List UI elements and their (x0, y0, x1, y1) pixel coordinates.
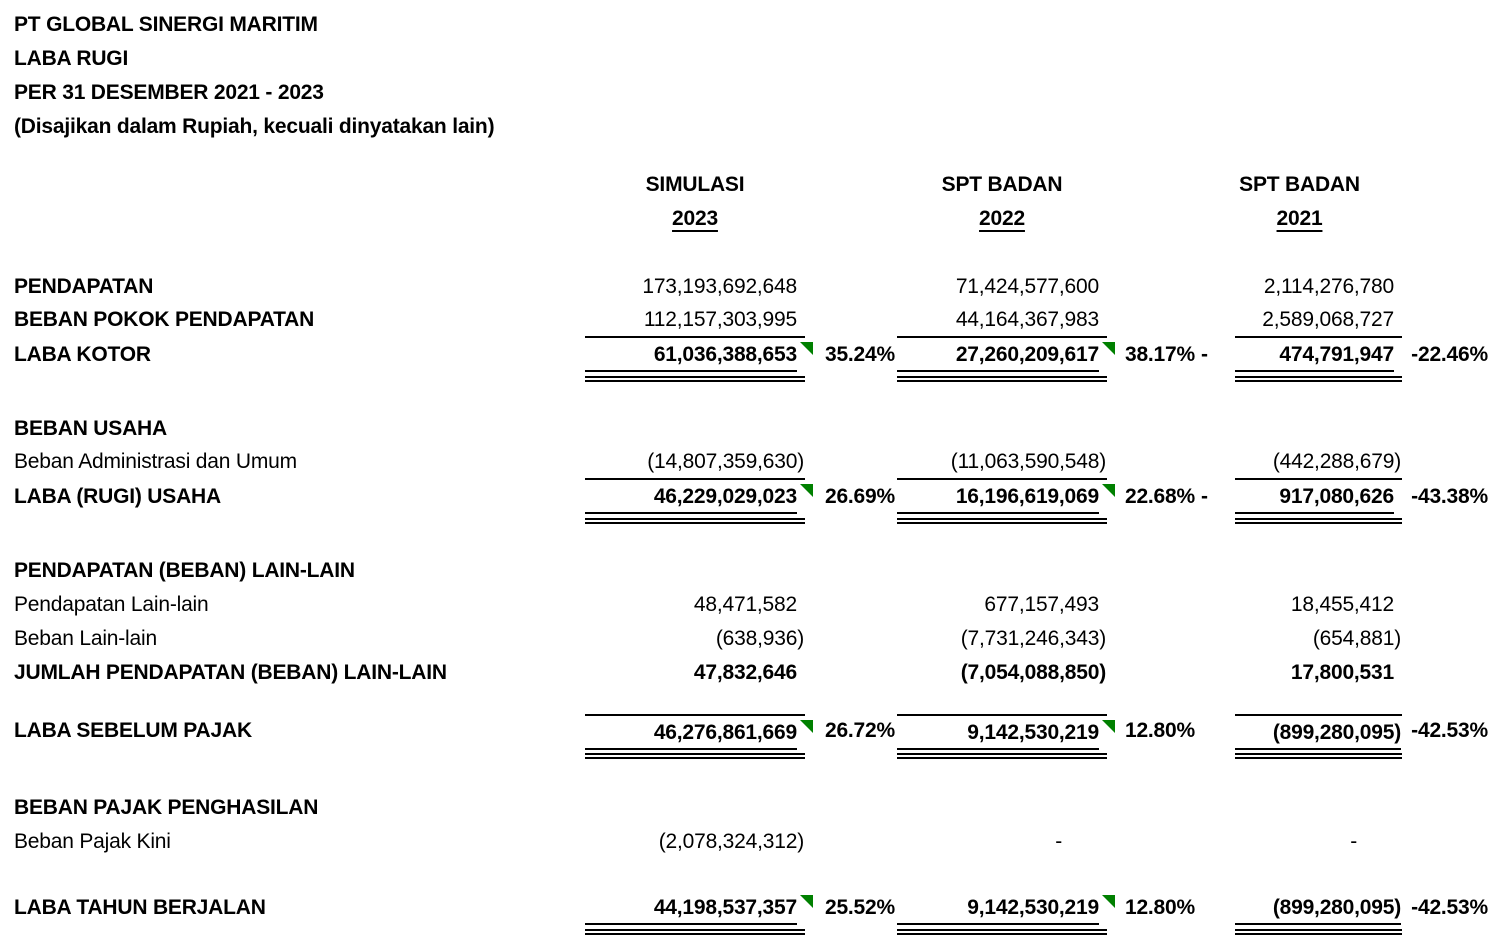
document-header (14, 8, 1509, 144)
column-header-spt-badan-2021: SPT BADAN (1239, 173, 1360, 196)
value-2022-text: 9,142,530,219 (897, 894, 1099, 925)
pct-2022 (1107, 480, 1197, 524)
year-header-2021: 2021 (1276, 207, 1323, 230)
report-period: PER 31 DESEMBER 2021 - 2023 (14, 81, 324, 104)
minus-sign-2021 (1197, 480, 1235, 524)
minus-sign-2021 (1197, 270, 1235, 304)
minus-sign-2021 (1197, 554, 1235, 588)
row-label-text: JUMLAH PENDAPATAN (BEBAN) LAIN-LAIN (14, 661, 447, 684)
minus-sign-2021 (1197, 412, 1235, 446)
value-2021-text: 2,114,276,780 (1263, 275, 1394, 298)
report-table (14, 270, 1509, 935)
minus-sign-2021-text: - (1201, 485, 1208, 508)
section-spacer (14, 524, 1509, 554)
pct-2021 (1402, 270, 1502, 304)
value-2021 (1235, 446, 1402, 480)
company-name: PT GLOBAL SINERGI MARITIM (14, 13, 318, 36)
minus-sign-2021 (1197, 891, 1235, 935)
currency-note: (Disajikan dalam Rupiah, kecuali dinyatakan lain) (14, 115, 495, 138)
pct-2023 (805, 304, 897, 338)
minus-sign-2021-text: - (1201, 343, 1208, 366)
pct-2022-text: 38.17% (1124, 343, 1195, 366)
pct-2023 (805, 714, 897, 759)
pct-2021-text: -42.53% (1411, 719, 1488, 742)
pct-2022 (1107, 446, 1197, 480)
value-2022 (897, 270, 1107, 304)
minus-sign-2021 (1197, 622, 1235, 656)
table-row (14, 825, 1509, 859)
value-2023 (585, 656, 805, 690)
row-label-text: PENDAPATAN (14, 275, 154, 298)
table-row (14, 714, 1509, 759)
year-header-2022: 2022 (979, 207, 1025, 230)
row-label (14, 338, 585, 382)
row-label-text: BEBAN POKOK PENDAPATAN (14, 308, 315, 331)
value-2023 (585, 891, 805, 935)
pct-2021 (1402, 304, 1502, 338)
value-2023-text: 61,036,388,653 (585, 341, 797, 372)
row-label-text: PENDAPATAN (BEBAN) LAIN-LAIN (14, 559, 355, 582)
value-2023-text: 44,198,537,357 (585, 894, 797, 925)
pct-2021 (1402, 791, 1502, 825)
minus-sign-2021 (1197, 588, 1235, 622)
pct-2023 (805, 270, 897, 304)
row-label (14, 412, 585, 446)
pct-2022 (1107, 412, 1197, 446)
value-2022-text: (7,731,246,343) (960, 627, 1106, 650)
minus-sign-2021 (1197, 825, 1235, 859)
pct-2023-text: 26.69% (824, 485, 895, 508)
pct-2021 (1402, 588, 1502, 622)
table-row (14, 270, 1509, 304)
value-2023 (585, 825, 805, 859)
pct-2021 (1402, 714, 1502, 759)
header-spacer (14, 144, 1509, 168)
value-2023 (585, 622, 805, 656)
value-2021 (1235, 480, 1402, 524)
row-label (14, 446, 585, 480)
table-row (14, 412, 1509, 446)
table-row (14, 338, 1509, 382)
section-spacer (14, 859, 1509, 891)
row-label (14, 622, 585, 656)
pct-2022-text: 12.80% (1124, 719, 1195, 742)
report-title: LABA RUGI (14, 47, 129, 70)
value-2022 (897, 714, 1107, 759)
pct-2022 (1107, 891, 1197, 935)
value-2022 (897, 656, 1107, 690)
pct-2023 (805, 338, 897, 382)
column-header-spt-badan-2022: SPT BADAN (941, 173, 1063, 196)
row-label (14, 480, 585, 524)
pct-2021 (1402, 480, 1502, 524)
value-2021-text: (442,288,679) (1272, 450, 1401, 473)
table-row (14, 480, 1509, 524)
value-2022-text: 9,142,530,219 (897, 719, 1099, 750)
value-2021-text: 18,455,412 (1290, 593, 1394, 616)
pct-2021 (1402, 656, 1502, 690)
pct-2022 (1107, 304, 1197, 338)
value-2022 (897, 338, 1107, 382)
pct-2022 (1107, 338, 1197, 382)
value-2023-text: 47,832,646 (693, 661, 797, 684)
pct-2023 (805, 791, 897, 825)
pct-2022 (1107, 825, 1197, 859)
pct-2021 (1402, 412, 1502, 446)
value-2022 (897, 791, 1107, 825)
pct-2023-text: 26.72% (824, 719, 895, 742)
pct-2021 (1402, 891, 1502, 935)
pct-2022 (1107, 656, 1197, 690)
value-2021 (1235, 825, 1402, 859)
value-2023 (585, 554, 805, 588)
row-label-text: Beban Lain-lain (14, 627, 157, 650)
value-2022-text: 677,157,493 (984, 593, 1099, 616)
row-label-text: BEBAN PAJAK PENGHASILAN (14, 796, 319, 819)
value-2023-text: 173,193,692,648 (642, 275, 797, 298)
section-spacer (14, 690, 1509, 714)
value-2021-text: 917,080,626 (1235, 483, 1394, 514)
pct-2022-text: 22.68% (1124, 485, 1195, 508)
pct-2021 (1402, 446, 1502, 480)
row-label (14, 304, 585, 338)
value-2023 (585, 304, 805, 338)
table-row (14, 588, 1509, 622)
value-2023 (585, 446, 805, 480)
column-years-row (14, 202, 1509, 236)
row-label-text: Beban Pajak Kini (14, 830, 171, 853)
value-2023 (585, 480, 805, 524)
value-2021 (1235, 270, 1402, 304)
value-2021 (1235, 304, 1402, 338)
row-label (14, 656, 585, 690)
value-2023-text: (2,078,324,312) (658, 830, 804, 853)
pct-2021-text: -22.46% (1411, 343, 1488, 366)
value-2022 (897, 554, 1107, 588)
value-2022-text: 71,424,577,600 (955, 275, 1099, 298)
value-2023 (585, 338, 805, 382)
row-label-text: LABA KOTOR (14, 343, 151, 366)
row-label (14, 791, 585, 825)
value-2021-text: 474,791,947 (1235, 341, 1394, 372)
pct-2023 (805, 622, 897, 656)
table-top-spacer (14, 236, 1509, 270)
value-2021 (1235, 791, 1402, 825)
value-2021 (1235, 891, 1402, 935)
table-row (14, 304, 1509, 338)
value-2022-text: - (1055, 830, 1062, 853)
pct-2022 (1107, 791, 1197, 825)
pct-2021 (1402, 554, 1502, 588)
value-2022-text: 27,260,209,617 (897, 341, 1099, 372)
pct-2022 (1107, 554, 1197, 588)
value-2021-text: (654,881) (1312, 627, 1401, 650)
value-2022-text: 16,196,619,069 (897, 483, 1099, 514)
pct-2021-text: -42.53% (1411, 896, 1488, 919)
value-2022 (897, 588, 1107, 622)
value-2021 (1235, 622, 1402, 656)
pct-2021 (1402, 338, 1502, 382)
value-2021-text: 2,589,068,727 (1262, 308, 1394, 331)
table-row (14, 891, 1509, 935)
column-header-simulasi-2023: SIMULASI (645, 173, 745, 196)
row-label-text: LABA (RUGI) USAHA (14, 485, 221, 508)
value-2023 (585, 791, 805, 825)
minus-sign-2021 (1197, 656, 1235, 690)
column-header-blank (14, 168, 585, 202)
pct-2022 (1107, 622, 1197, 656)
pct-2021 (1402, 825, 1502, 859)
pct-2021-text: -43.38% (1411, 485, 1488, 508)
value-2021 (1235, 714, 1402, 759)
pct-2022-text: 12.80% (1124, 896, 1195, 919)
pct-2022 (1107, 588, 1197, 622)
value-2023 (585, 588, 805, 622)
value-2021 (1235, 656, 1402, 690)
pct-2023 (805, 446, 897, 480)
row-label (14, 891, 585, 935)
pct-2023-text: 25.52% (824, 896, 895, 919)
value-2021 (1235, 412, 1402, 446)
value-2022-text: (7,054,088,850) (960, 661, 1106, 684)
minus-sign-2021 (1197, 304, 1235, 338)
table-row (14, 656, 1509, 690)
value-2023-text: 48,471,582 (693, 593, 797, 616)
row-label (14, 270, 585, 304)
row-label-text: Beban Administrasi dan Umum (14, 450, 297, 473)
row-label-text: LABA TAHUN BERJALAN (14, 896, 266, 919)
value-2022-text: (11,063,590,548) (950, 450, 1106, 473)
table-row (14, 791, 1509, 825)
value-2022 (897, 480, 1107, 524)
value-2021-text: 17,800,531 (1290, 661, 1394, 684)
value-2021-text: (899,280,095) (1235, 894, 1401, 925)
value-2023 (585, 412, 805, 446)
pct-2023 (805, 412, 897, 446)
value-2022 (897, 825, 1107, 859)
value-2023 (585, 714, 805, 759)
pct-2023 (805, 588, 897, 622)
value-2022 (897, 622, 1107, 656)
row-label-text: BEBAN USAHA (14, 417, 167, 440)
value-2022 (897, 304, 1107, 338)
row-label-text: Pendapatan Lain-lain (14, 593, 209, 616)
pct-2021 (1402, 622, 1502, 656)
minus-sign-2021 (1197, 714, 1235, 759)
minus-sign-2021 (1197, 338, 1235, 382)
value-2021-text: (899,280,095) (1235, 719, 1401, 750)
table-row (14, 446, 1509, 480)
section-spacer (14, 759, 1509, 791)
value-2023-text: 46,229,029,023 (585, 483, 797, 514)
minus-sign-2021 (1197, 791, 1235, 825)
pct-2022 (1107, 270, 1197, 304)
row-label (14, 588, 585, 622)
value-2021 (1235, 338, 1402, 382)
row-label (14, 554, 585, 588)
column-headers-row (14, 168, 1509, 202)
pct-2023-text: 35.24% (824, 343, 895, 366)
row-label-text: LABA SEBELUM PAJAK (14, 719, 252, 742)
year-header-2023: 2023 (672, 207, 718, 230)
pct-2023 (805, 825, 897, 859)
value-2022 (897, 412, 1107, 446)
row-label (14, 714, 585, 759)
pct-2023 (805, 656, 897, 690)
section-spacer (14, 382, 1509, 412)
pct-2023 (805, 554, 897, 588)
value-2023-text: (638,936) (715, 627, 804, 650)
value-2021 (1235, 588, 1402, 622)
value-2022 (897, 446, 1107, 480)
table-row (14, 622, 1509, 656)
pct-2023 (805, 891, 897, 935)
table-row (14, 554, 1509, 588)
minus-sign-2021 (1197, 446, 1235, 480)
pct-2022 (1107, 714, 1197, 759)
value-2023-text: 46,276,861,669 (585, 719, 797, 750)
value-2022-text: 44,164,367,983 (955, 308, 1099, 331)
value-2023-text: 112,157,303,995 (643, 308, 797, 331)
value-2023 (585, 270, 805, 304)
pct-2023 (805, 480, 897, 524)
value-2021-text: - (1350, 830, 1357, 853)
value-2021 (1235, 554, 1402, 588)
row-label (14, 825, 585, 859)
value-2022 (897, 891, 1107, 935)
value-2023-text: (14,807,359,630) (647, 450, 804, 473)
